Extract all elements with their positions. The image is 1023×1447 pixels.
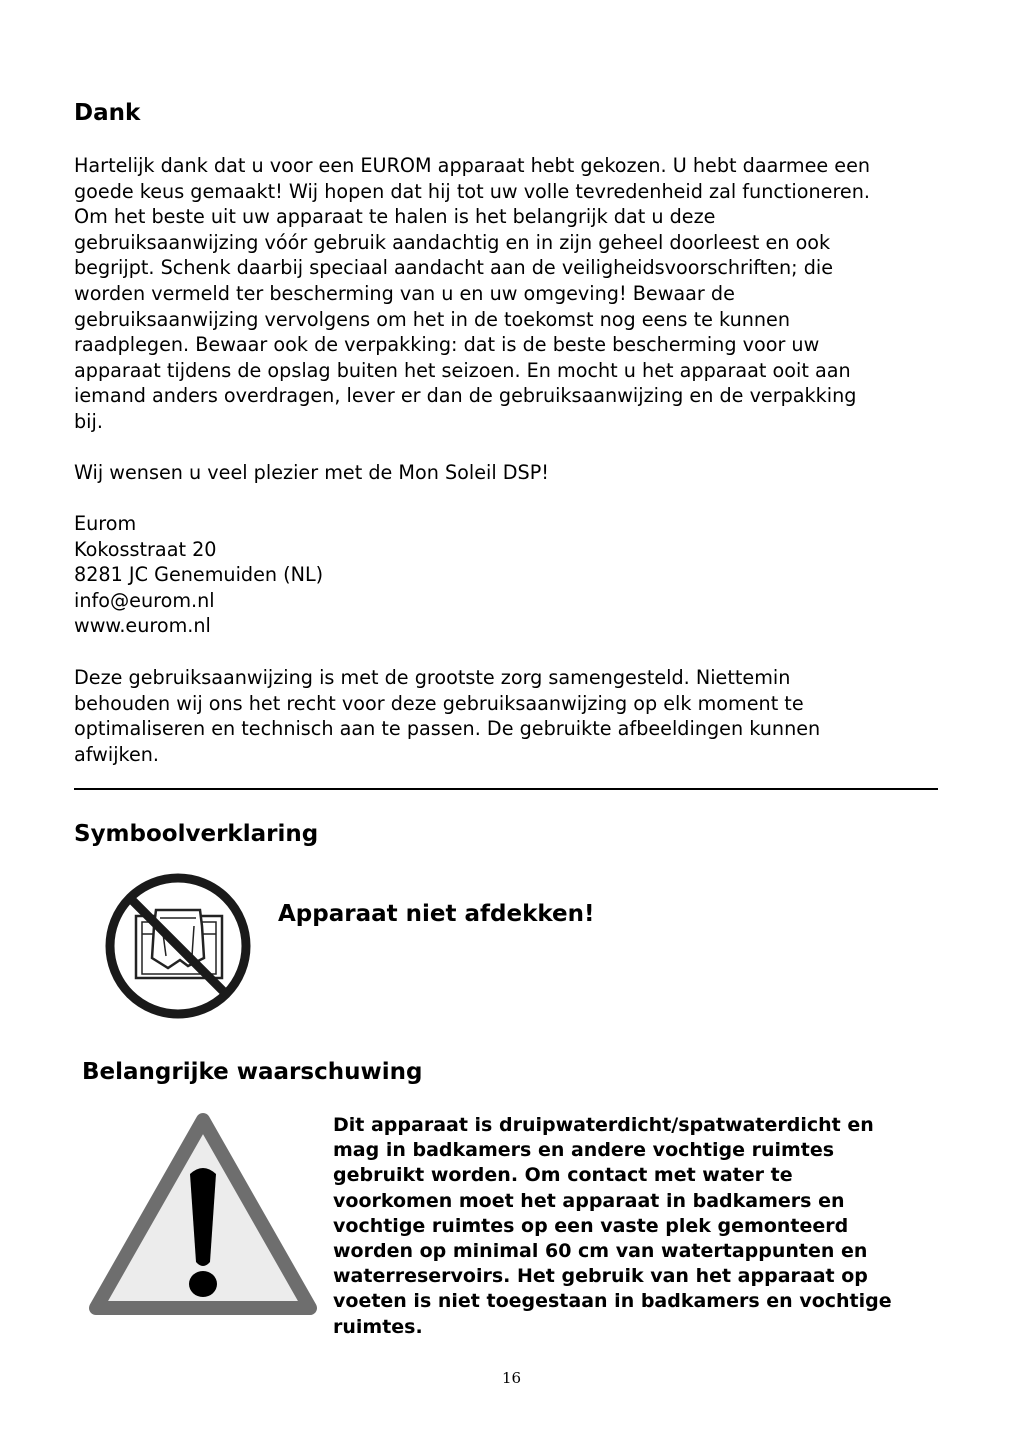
- thanks-line: bij.: [74, 409, 103, 433]
- warning-heading: Belangrijke waarschuwing: [82, 1059, 423, 1085]
- no-covering-icon: [104, 872, 252, 1020]
- warning-line: voeten is niet toegestaan in badkamers en vochtige: [333, 1290, 892, 1313]
- thanks-heading: Dank: [74, 100, 141, 126]
- wish-text: Wij wensen u veel plezier met de Mon Soleil DSP!: [74, 461, 549, 484]
- warning-text: [333, 1113, 943, 1340]
- warning-line: ruimtes.: [333, 1315, 423, 1338]
- disclaimer-line: behouden wij ons het recht voor deze gebruiksaanwijzing op elk moment te: [74, 691, 804, 715]
- do-not-cover-text: Apparaat niet afdekken!: [278, 901, 595, 927]
- thanks-line: worden vermeld ter bescherming van u en uw omgeving! Bewaar de: [74, 281, 735, 305]
- disclaimer-line: optimaliseren en technisch aan te passen. De gebruikte afbeeldingen kunnen: [74, 717, 821, 741]
- disclaimer-paragraph: [74, 665, 940, 767]
- thanks-line: gebruiksaanwijzing vóór gebruik aandachtig en in zijn geheel doorleest en ook: [74, 230, 831, 254]
- warning-line: mag in badkamers en andere vochtige ruimtes: [333, 1139, 835, 1162]
- warning-line: gebruikt worden. Om contact met water te: [333, 1164, 793, 1187]
- warning-line: Dit apparaat is druipwaterdicht/spatwaterdicht en: [333, 1114, 874, 1136]
- thanks-paragraph: [74, 153, 940, 435]
- address-website: www.eurom.nl: [74, 614, 211, 638]
- warning-line: worden op minimal 60 cm van watertappunten en: [333, 1240, 868, 1263]
- thanks-line: raadplegen. Bewaar ook de verpakking: dat is de beste bescherming voor uw: [74, 333, 820, 357]
- warning-triangle-icon: [88, 1112, 318, 1318]
- warning-line: vochtige ruimtes op een vaste plek gemonteerd: [333, 1214, 849, 1237]
- address-street: Kokosstraat 20: [74, 537, 217, 561]
- address-email: info@eurom.nl: [74, 588, 215, 612]
- thanks-line: apparaat tijdens de opslag buiten het seizoen. En mocht u het apparaat ooit aan: [74, 358, 851, 382]
- thanks-line: gebruiksaanwijzing vervolgens om het in de toekomst nog eens te kunnen: [74, 307, 791, 331]
- disclaimer-line: afwijken.: [74, 742, 160, 766]
- disclaimer-line: Deze gebruiksaanwijzing is met de grootste zorg samengesteld. Niettemin: [74, 666, 791, 689]
- thanks-line: begrijpt. Schenk daarbij speciaal aandacht aan de veiligheidsvoorschriften; die: [74, 256, 834, 280]
- address-city: 8281 JC Genemuiden (NL): [74, 563, 324, 587]
- thanks-line: Hartelijk dank dat u voor een EUROM apparaat hebt gekozen. U hebt daarmee een: [74, 154, 871, 177]
- thanks-line: Om het beste uit uw apparaat te halen is het belangrijk dat u deze: [74, 205, 716, 229]
- thanks-line: iemand anders overdragen, lever er dan de gebruiksaanwijzing en de verpakking: [74, 384, 857, 408]
- warning-line: voorkomen moet het apparaat in badkamers en: [333, 1189, 845, 1212]
- symbols-heading: Symboolverklaring: [74, 821, 319, 847]
- warning-line: waterreservoirs. Het gebruik van het apparaat op: [333, 1265, 868, 1288]
- section-divider: [74, 788, 938, 790]
- address-company: Eurom: [74, 512, 137, 535]
- page-number: 16: [501, 1369, 522, 1387]
- address-block: [74, 511, 940, 639]
- thanks-line: goede keus gemaakt! Wij hopen dat hij tot uw volle tevredenheid zal functioneren.: [74, 179, 870, 203]
